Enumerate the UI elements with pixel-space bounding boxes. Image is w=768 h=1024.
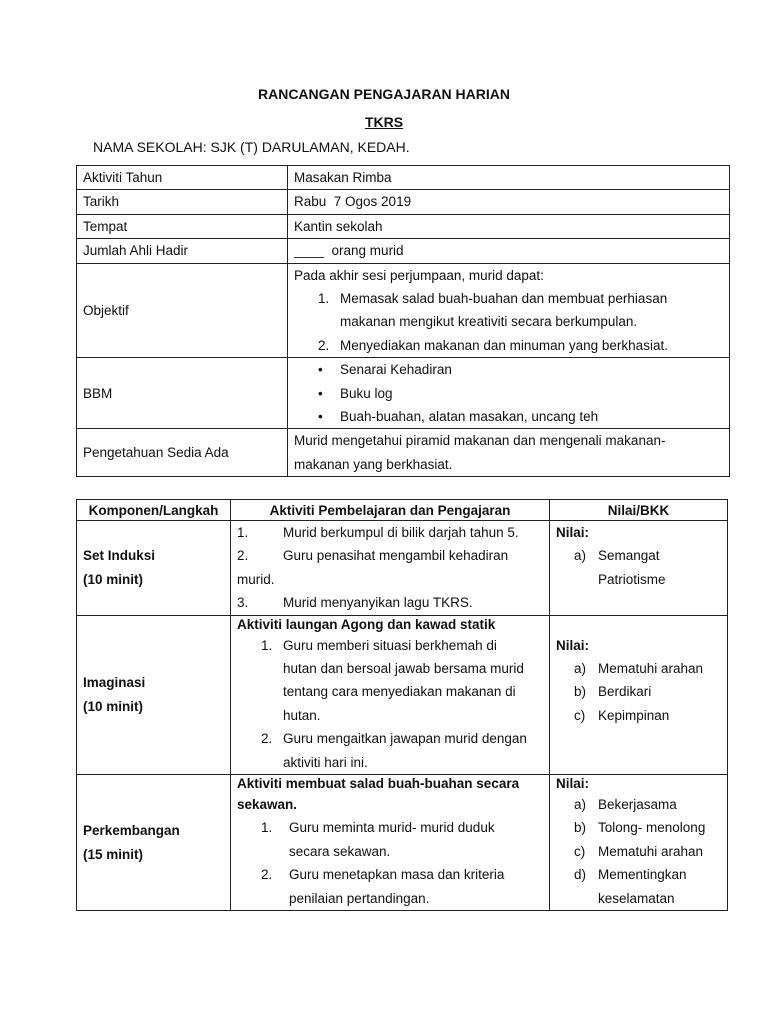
- info-row-pengetahuan: [77, 429, 730, 477]
- header-aktiviti: Aktiviti Pembelajaran dan Pengajaran: [231, 500, 550, 521]
- step: [237, 727, 543, 750]
- info-row-tempat: [77, 214, 730, 238]
- info-label: Jumlah Ahli Hadir: [77, 239, 288, 263]
- bbm-item: • Buah-buahan, alatan masakan, uncang teh: [294, 405, 723, 428]
- info-value: Rabu 7 Ogos 2019: [288, 190, 730, 214]
- step-text: Guru penasihat mengambil kehadiran: [283, 548, 509, 564]
- row-set-induksi: [77, 521, 728, 616]
- info-row-aktiviti: [77, 166, 730, 190]
- step-num: 2.: [261, 731, 273, 747]
- lesson-header-row: [77, 500, 728, 521]
- nilai-letter: b): [574, 820, 587, 836]
- nilai-cell: [550, 521, 728, 616]
- step-num: 2.: [237, 548, 249, 564]
- nilai-letter: b): [574, 684, 587, 700]
- bbm-cell: [288, 358, 730, 429]
- objektif-item: [294, 334, 723, 357]
- step-cont: aktiviti hari ini.: [283, 754, 368, 770]
- step-num: 1.: [261, 637, 273, 653]
- step: [237, 521, 543, 544]
- nilai-text: Tolong- menolong: [598, 820, 706, 836]
- komponen-name: Perkembangan: [83, 823, 180, 839]
- nilai-label: Nilai:: [556, 637, 590, 653]
- info-label: BBM: [77, 358, 288, 429]
- nilai-cell: [550, 775, 728, 911]
- step-cont: hutan.: [283, 707, 321, 723]
- nilai-text: Semangat: [598, 548, 660, 564]
- komponen-name: Set Induksi: [83, 548, 156, 564]
- nilai-text: Mementingkan: [598, 867, 687, 883]
- row-perkembangan: [77, 775, 728, 911]
- info-value: Masakan Rimba: [288, 166, 730, 190]
- objektif-num: 2.: [318, 337, 330, 353]
- nilai-letter: a): [574, 661, 587, 677]
- komponen-time: (10 minit): [83, 571, 144, 587]
- objektif-intro: Pada akhir sesi perjumpaan, murid dapat:: [294, 267, 544, 283]
- komponen-name: Imaginasi: [83, 675, 146, 691]
- step-text: Guru menetapkan masa dan kriteria: [289, 867, 505, 883]
- pengetahuan-line: Murid mengetahui piramid makanan dan mengenali makanan-: [294, 433, 666, 449]
- info-label: Tempat: [77, 214, 288, 238]
- komponen-cell: [77, 775, 231, 911]
- nilai-text: Kepimpinan: [598, 707, 670, 723]
- objektif-text: Memasak salad buah-buahan dan membuat perhiasan: [340, 291, 668, 307]
- step-cont: hutan dan bersoal jawab bersama murid: [283, 661, 524, 677]
- step-text: Murid menyanyikan lagu TKRS.: [283, 595, 473, 611]
- nilai-text-cont: keselamatan: [598, 890, 675, 906]
- info-label: Tarikh: [77, 190, 288, 214]
- objektif-cell: [288, 263, 730, 358]
- document-subtitle: TKRS: [364, 114, 404, 130]
- step-text: Guru memberi situasi berkhemah di: [283, 637, 497, 653]
- step: [237, 634, 543, 657]
- lesson-table: [76, 499, 728, 911]
- info-label: Aktiviti Tahun: [77, 166, 288, 190]
- nilai-cell: [550, 615, 728, 774]
- step-text: Murid berkumpul di bilik darjah tahun 5.: [283, 525, 519, 540]
- nilai-item: [556, 816, 721, 839]
- pengetahuan-line: makanan yang berkhasiat.: [294, 456, 453, 472]
- info-value: Kantin sekolah: [288, 214, 730, 238]
- info-row-tarikh: [77, 190, 730, 214]
- nilai-letter: a): [574, 797, 587, 813]
- step: [237, 863, 543, 886]
- header-komponen: Komponen/Langkah: [77, 500, 231, 521]
- nilai-item: [556, 863, 721, 886]
- document-title: RANCANGAN PENGAJARAN HARIAN: [257, 86, 510, 102]
- step-num: 3.: [237, 595, 249, 611]
- bbm-item: • Senarai Kehadiran: [294, 358, 723, 381]
- nilai-label: Nilai:: [556, 776, 590, 792]
- nilai-text-cont: Patriotisme: [598, 571, 666, 587]
- objektif-num: 1.: [318, 291, 330, 307]
- aktiviti-cell: [231, 615, 550, 774]
- info-label: Pengetahuan Sedia Ada: [77, 429, 288, 477]
- nilai-letter: a): [574, 548, 587, 564]
- step: [237, 591, 543, 614]
- info-label: Objektif: [77, 263, 288, 358]
- nilai-label: Nilai:: [556, 525, 590, 540]
- header-nilai: Nilai/BKK: [550, 500, 728, 521]
- objektif-text: Menyediakan makanan dan minuman yang berkhasiat.: [340, 337, 668, 353]
- step-cont: secara sekawan.: [289, 843, 391, 859]
- objektif-text-cont: makanan mengikut kreativiti secara berkumpulan.: [340, 314, 638, 330]
- info-row-bbm: [77, 358, 730, 429]
- step-num: 1.: [237, 525, 249, 540]
- aktiviti-heading: Aktiviti laungan Agong dan kawad statik: [237, 616, 496, 632]
- pengetahuan-cell: [288, 429, 730, 477]
- nilai-item: [556, 544, 721, 567]
- step: [237, 816, 543, 839]
- step-cont: murid.: [237, 571, 275, 587]
- bbm-item: • Buku log: [294, 382, 723, 405]
- nilai-text: Mematuhi arahan: [598, 843, 704, 859]
- step-text: Guru mengaitkan jawapan murid dengan: [283, 731, 527, 747]
- nilai-letter: c): [574, 843, 586, 859]
- step-cont: penilaian pertandingan.: [289, 890, 430, 906]
- nilai-item: [556, 680, 721, 703]
- nilai-text: Bekerjasama: [598, 797, 677, 813]
- step-num: 2.: [261, 867, 273, 883]
- row-imaginasi: [77, 615, 728, 774]
- nilai-letter: d): [574, 867, 587, 883]
- aktiviti-heading: Aktiviti membuat salad buah-buahan secara: [237, 776, 520, 792]
- nilai-text: Berdikari: [598, 684, 652, 700]
- aktiviti-heading-cont: sekawan.: [237, 797, 298, 813]
- school-name: NAMA SEKOLAH: SJK (T) DARULAMAN, KEDAH.: [93, 139, 410, 155]
- nilai-letter: c): [574, 707, 586, 723]
- nilai-text: Mematuhi arahan: [598, 661, 704, 677]
- komponen-cell: [77, 615, 231, 774]
- info-row-jumlah: [77, 239, 730, 263]
- aktiviti-cell: [231, 521, 550, 616]
- step: [237, 544, 543, 567]
- komponen-time: (15 minit): [83, 846, 144, 862]
- info-row-objektif: [77, 263, 730, 358]
- nilai-item: [556, 793, 721, 816]
- nilai-item: [556, 657, 721, 680]
- komponen-cell: [77, 521, 231, 616]
- objektif-item: [294, 287, 723, 310]
- nilai-item: [556, 704, 721, 727]
- step-text: Guru meminta murid- murid duduk: [289, 820, 495, 836]
- step-cont: tentang cara menyediakan makanan di: [283, 684, 516, 700]
- info-table: [76, 165, 730, 477]
- bbm-list: [294, 358, 723, 428]
- nilai-item: [556, 840, 721, 863]
- aktiviti-cell: [231, 775, 550, 911]
- komponen-time: (10 minit): [83, 698, 144, 714]
- info-value: ____ orang murid: [288, 239, 730, 263]
- step-num: 1.: [261, 820, 273, 836]
